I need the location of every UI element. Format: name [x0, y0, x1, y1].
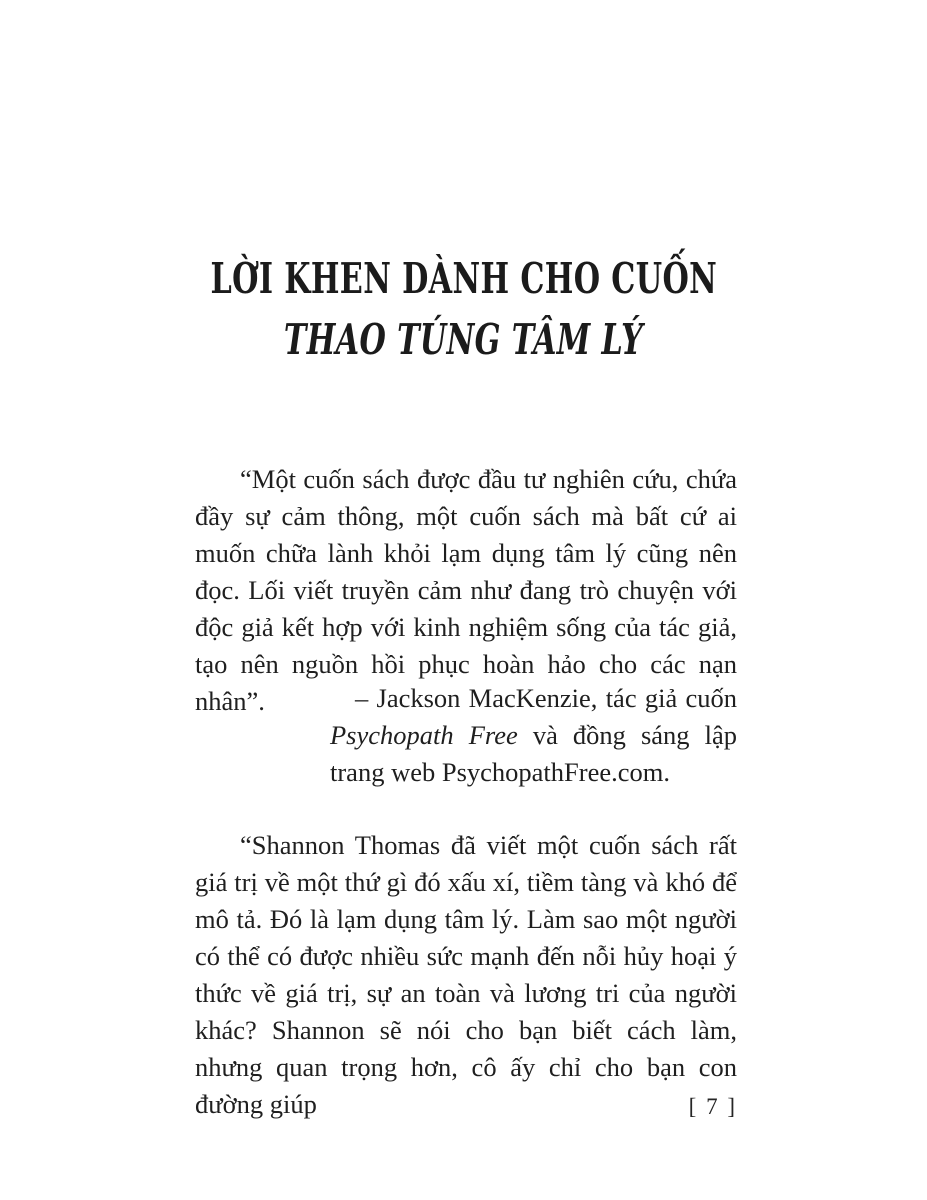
chapter-title-block [0, 256, 927, 363]
attribution-suffix: và đồng sáng lập trang web PsychopathFree.com. [330, 720, 737, 787]
page-number: [ 7 ] [688, 1094, 737, 1119]
book-title-heading-text: THAO TÚNG TÂM LÝ [283, 315, 644, 364]
attribution-book-title: Psychopath Free [330, 720, 518, 750]
quote-attribution [330, 680, 737, 791]
praise-heading [0, 256, 927, 302]
attribution-prefix: – Jackson MacKenzie, tác giả cuốn [355, 683, 737, 713]
quote-paragraph-2: “Shannon Thomas đã viết một cuốn sách rất giá trị về một thứ gì đó xấu xí, tiềm tàng và khó để mô tả. Đó là lạm dụng tâm lý. Làm sao một người có thể có được nhiều sức mạnh đến nỗi hủy hoại ý thức về giá trị, sự an toàn và lương tri của người khác? Shannon sẽ nói cho bạn biết cách làm, nhưng quan trọng hơn, cô ấy chỉ cho bạn con đường giúp [195, 830, 737, 1119]
praise-heading-text: LỜI KHEN DÀNH CHO CUỐN [210, 254, 717, 303]
book-title-heading [0, 317, 927, 363]
quote-paragraph-1: “Một cuốn sách được đầu tư nghiên cứu, chứa đầy sự cảm thông, một cuốn sách mà bất cứ ai muốn chữa lành khỏi lạm dụng tâm lý cũng nên đọc. Lối viết truyền cảm như đang trò chuyện với độc giả kết hợp với kinh nghiệm sống của tác giả, tạo nên nguồn hồi phục hoàn hảo cho các nạn nhân”. [195, 464, 737, 716]
